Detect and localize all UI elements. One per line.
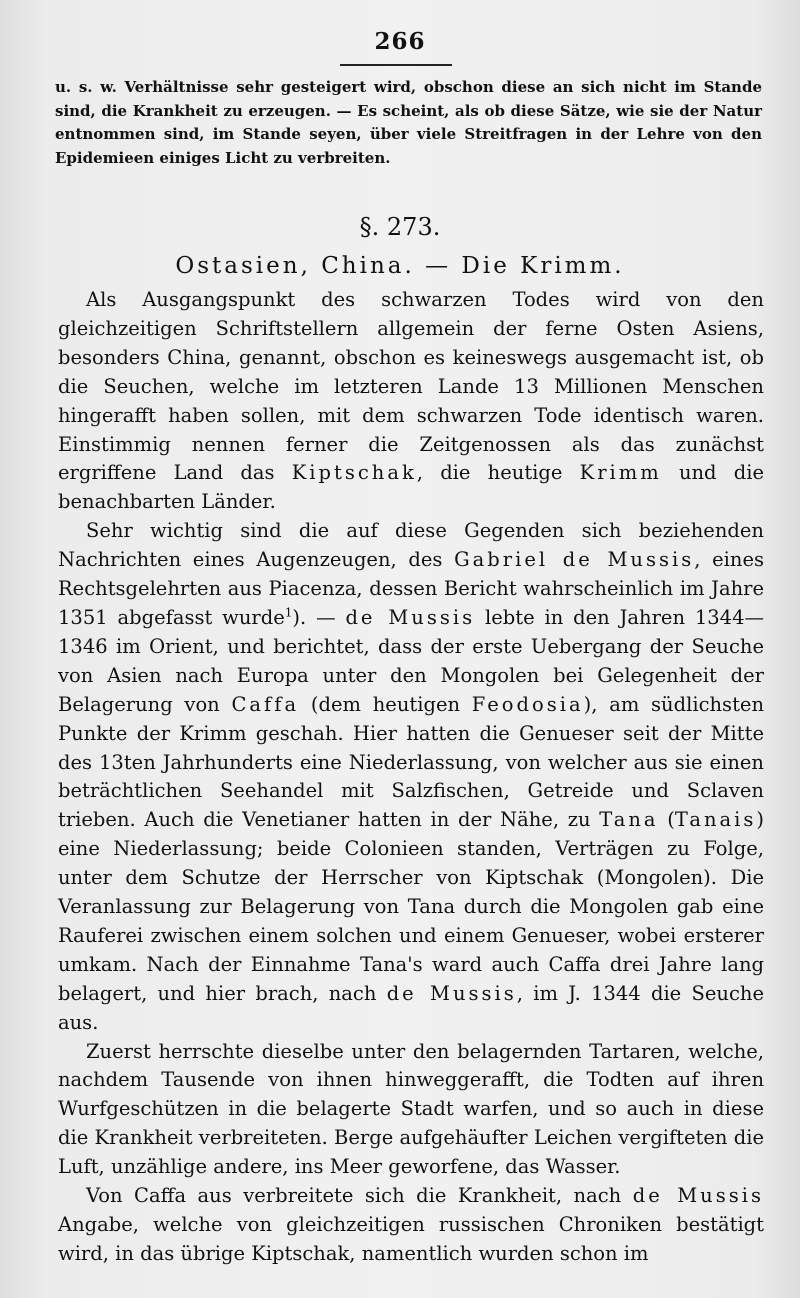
- p2-text-a: Sehr wichtig sind die auf diese Gegenden sich beziehenden Nachrichten eines Augenzeugen, des: [58, 519, 764, 572]
- p4-name: de Mussis: [632, 1184, 764, 1208]
- p2-text-h: ) eine Niederlassung; beide Colonieen standen, Verträgen zu Folge, unter dem Schutze der Herrscher von Kiptschak (Mongolen). Die Veranlassung zur Belagerung von Tana durch die Mongolen gab eine Rauferei zwischen einem solchen und einem Genueser, wobei ersterer umkam. Nach der Einnahme Tana's ward auch Caffa drei Jahre lang belagert, und hier brach, nach: [58, 808, 764, 1005]
- paragraph-1: [58, 286, 764, 517]
- header-rule: [340, 64, 452, 66]
- p2-feodosia: Feodosia: [471, 692, 584, 716]
- section-number: §. 273.: [359, 213, 441, 241]
- p4-text-b: Angabe, welche von gleichzeitigen russischen Chroniken bestätigt wird, in das übrige Kiptschak, namentlich wurden schon im: [58, 1213, 764, 1265]
- p2-text-c: ). —: [292, 605, 336, 629]
- p2-name-3: de Mussis: [386, 981, 517, 1005]
- p2-text-i: , im J. 1344 die Seuche aus.: [58, 981, 764, 1034]
- p2-text-d: lebte in den Jahren 1344—1346 im Orient, und berichtet, dass der erste Uebergang der Seuche von Asien nach Europa unter den Mongolen bei Gelegenheit der Belagerung von: [58, 605, 764, 716]
- continuation-text: u. s. w. Verhältnisse sehr gesteigert wird, obschon diese an sich nicht im Stande sind, die Krankheit zu erzeugen. — Es scheint, als ob diese Sätze, wie sie der Natur entnommen sind, im Stande seyen, über viele Streitfragen in der Lehre von den Epidemieen einiges Licht zu verbreiten.: [55, 78, 762, 167]
- p2-name-2: de Mussis: [345, 605, 476, 629]
- paragraph-2: [58, 517, 764, 1037]
- p2-tana: Tana: [599, 808, 659, 832]
- p2-name: Gabriel de Mussis: [454, 548, 695, 572]
- p1-mid: , die heutige: [416, 461, 563, 485]
- p2-caffa: Caffa: [231, 692, 300, 716]
- page-number: 266: [374, 28, 426, 55]
- paragraph-4: [58, 1182, 764, 1269]
- footnote-marker: 1: [284, 605, 293, 620]
- p2-text-f: ), am südlichsten Punkte der Krimm geschah. Hier hatten die Genueser seit der Mitte des 13ten Jahrhunderts eine Niederlassung, von welcher aus sie einen beträchtlichen Seehandel mit Salzfischen, Getreide und Sclaven trieben. Auch die Venetianer hatten in der Nähe, zu: [58, 692, 764, 832]
- p2-text-g: (: [667, 808, 675, 832]
- p1-end: und die benachbarten Länder.: [58, 461, 764, 514]
- section-title: Ostasien, China. — Die Krimm.: [175, 253, 625, 279]
- p4-text-a: Von Caffa aus verbreitete sich die Krankheit, nach: [86, 1184, 622, 1208]
- paragraph-3: Zuerst herrschte dieselbe unter den belagernden Tartaren, welche, nachdem Tausende von ihnen hinweggerafft, die Todten auf ihren Wurfgeschützen in die belagerte Stadt warfen, und so auch in diese die Krankheit verbreiteten. Berge aufgehäufter Leichen vergifteten die Luft, unzählige andere, ins Meer geworfene, das Wasser.: [58, 1039, 764, 1179]
- p2-text-b: , eines Rechtsgelehrten aus Piacenza, dessen Bericht wahrscheinlich im Jahre 1351 abgefasst wurde: [58, 548, 764, 629]
- p1-krimm: Krimm: [579, 461, 662, 485]
- p2-tanais: Tanais: [674, 808, 757, 832]
- main-text: [58, 286, 764, 1269]
- p2-text-e: (dem heutigen: [310, 692, 461, 716]
- p1-kiptschak: Kiptschak: [291, 461, 417, 485]
- p1-text: Als Ausgangspunkt des schwarzen Todes wird von den gleichzeitigen Schriftstellern allgemein der ferne Osten Asiens, besonders China, genannt, obschon es keineswegs ausgemacht ist, ob die Seuchen, welche im letzteren Lande 13 Millionen Menschen hingerafft haben sollen, mit dem schwarzen Tode identisch waren. Einstimmig nennen ferner die Zeitgenossen als das zunächst ergriffene Land das: [58, 288, 764, 485]
